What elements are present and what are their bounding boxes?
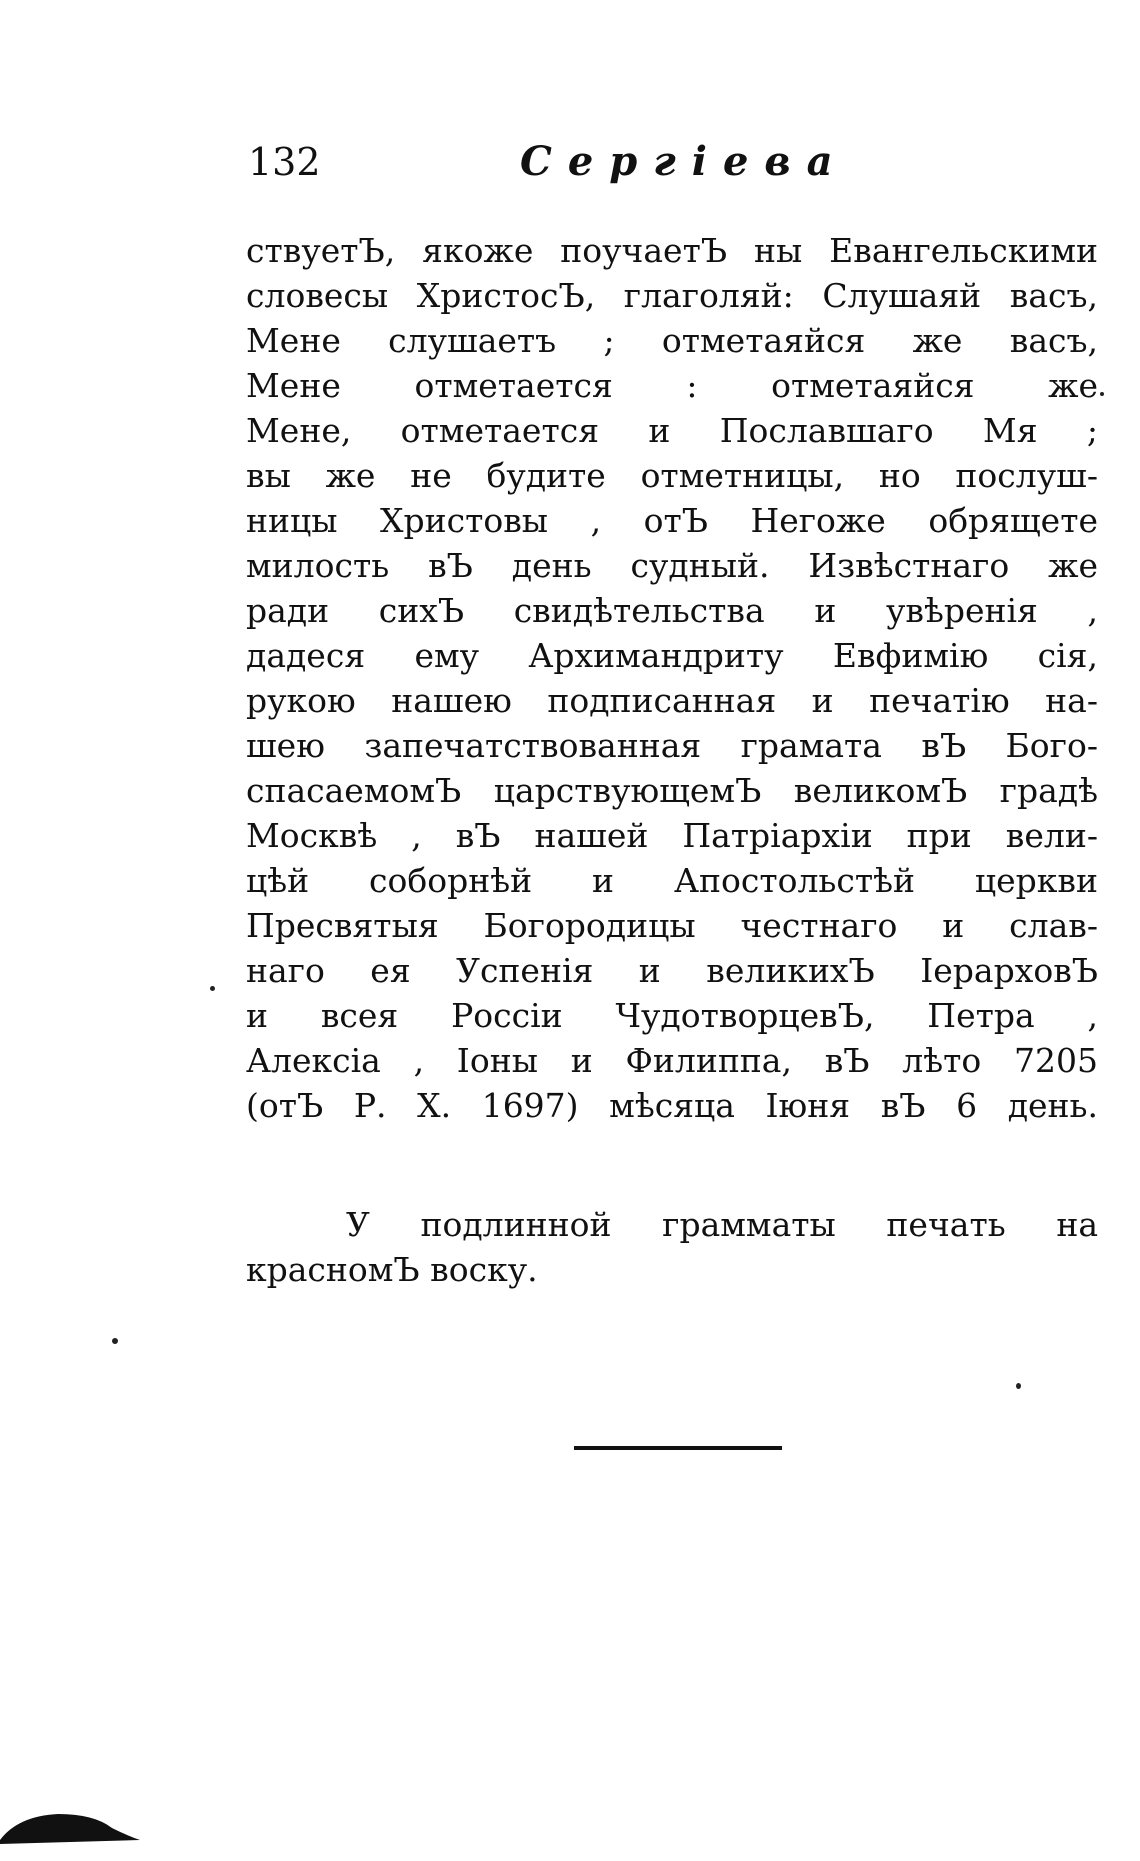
text-line: дадеся ему Архимандриту Евфимiю сiя, bbox=[246, 636, 1098, 675]
page-number: 132 bbox=[248, 140, 321, 184]
end-rule bbox=[574, 1446, 782, 1450]
ink-blot bbox=[0, 1810, 140, 1844]
ink-speck bbox=[210, 986, 215, 991]
text-line: ницы Христовы , отЪ Негоже обрящете bbox=[246, 501, 1098, 540]
text-line: милость вЪ день судный. Извѣстнаго же bbox=[246, 546, 1098, 585]
text-line: цѣй соборнѣй и Апостольстѣй церкви bbox=[246, 861, 1098, 900]
ink-speck bbox=[112, 1338, 118, 1344]
text-line: ствуетЪ, якоже поучаетЪ ны Евангельскими bbox=[246, 231, 1098, 270]
seal-note bbox=[246, 1202, 1098, 1292]
text-line: и всея Россiи ЧудотворцевЪ, Петра , bbox=[246, 996, 1098, 1035]
text-line: Алексiа , Iоны и Филиппа, вЪ лѣто 7205 bbox=[246, 1041, 1098, 1080]
note-line: красномЪ воску. bbox=[246, 1250, 538, 1289]
text-line: (отЪ Р. Х. 1697) мѣсяца Iюня вЪ 6 день. bbox=[246, 1086, 1098, 1125]
text-line: вы же не будите отметницы, но послуш- bbox=[246, 456, 1098, 495]
text-line: шею запечатствованная грамата вЪ Бого- bbox=[246, 726, 1098, 765]
text-line: словесы ХристосЪ, глаголяй: Слушаяй васъ, bbox=[246, 276, 1098, 315]
ink-speck bbox=[1100, 392, 1104, 396]
running-title: Сергiева bbox=[520, 138, 849, 185]
text-line: Мене отметается : отметаяйся же bbox=[246, 366, 1098, 405]
text-line: Пресвятыя Богородицы честнаго и слав- bbox=[246, 906, 1098, 945]
body-text bbox=[246, 228, 1098, 1128]
note-line: У подлинной грамматы печать на bbox=[346, 1205, 1098, 1244]
text-line: спасаемомЪ царствующемЪ великомЪ градѣ bbox=[246, 771, 1098, 810]
text-line: Мене слушаетъ ; отметаяйся же васъ, bbox=[246, 321, 1098, 360]
page-header bbox=[248, 132, 1098, 192]
text-line: наго ея Успенiя и великихЪ IерарховЪ bbox=[246, 951, 1098, 990]
text-line: ради сихЪ свидѣтельства и увѣренiя , bbox=[246, 591, 1098, 630]
text-line: Москвѣ , вЪ нашей Патрiархiи при вели- bbox=[246, 816, 1098, 855]
ink-speck bbox=[1016, 1383, 1021, 1389]
text-line: рукою нашею подписанная и печатiю на- bbox=[246, 681, 1098, 720]
text-line: Мене, отметается и Пославшаго Мя ; bbox=[246, 411, 1098, 450]
